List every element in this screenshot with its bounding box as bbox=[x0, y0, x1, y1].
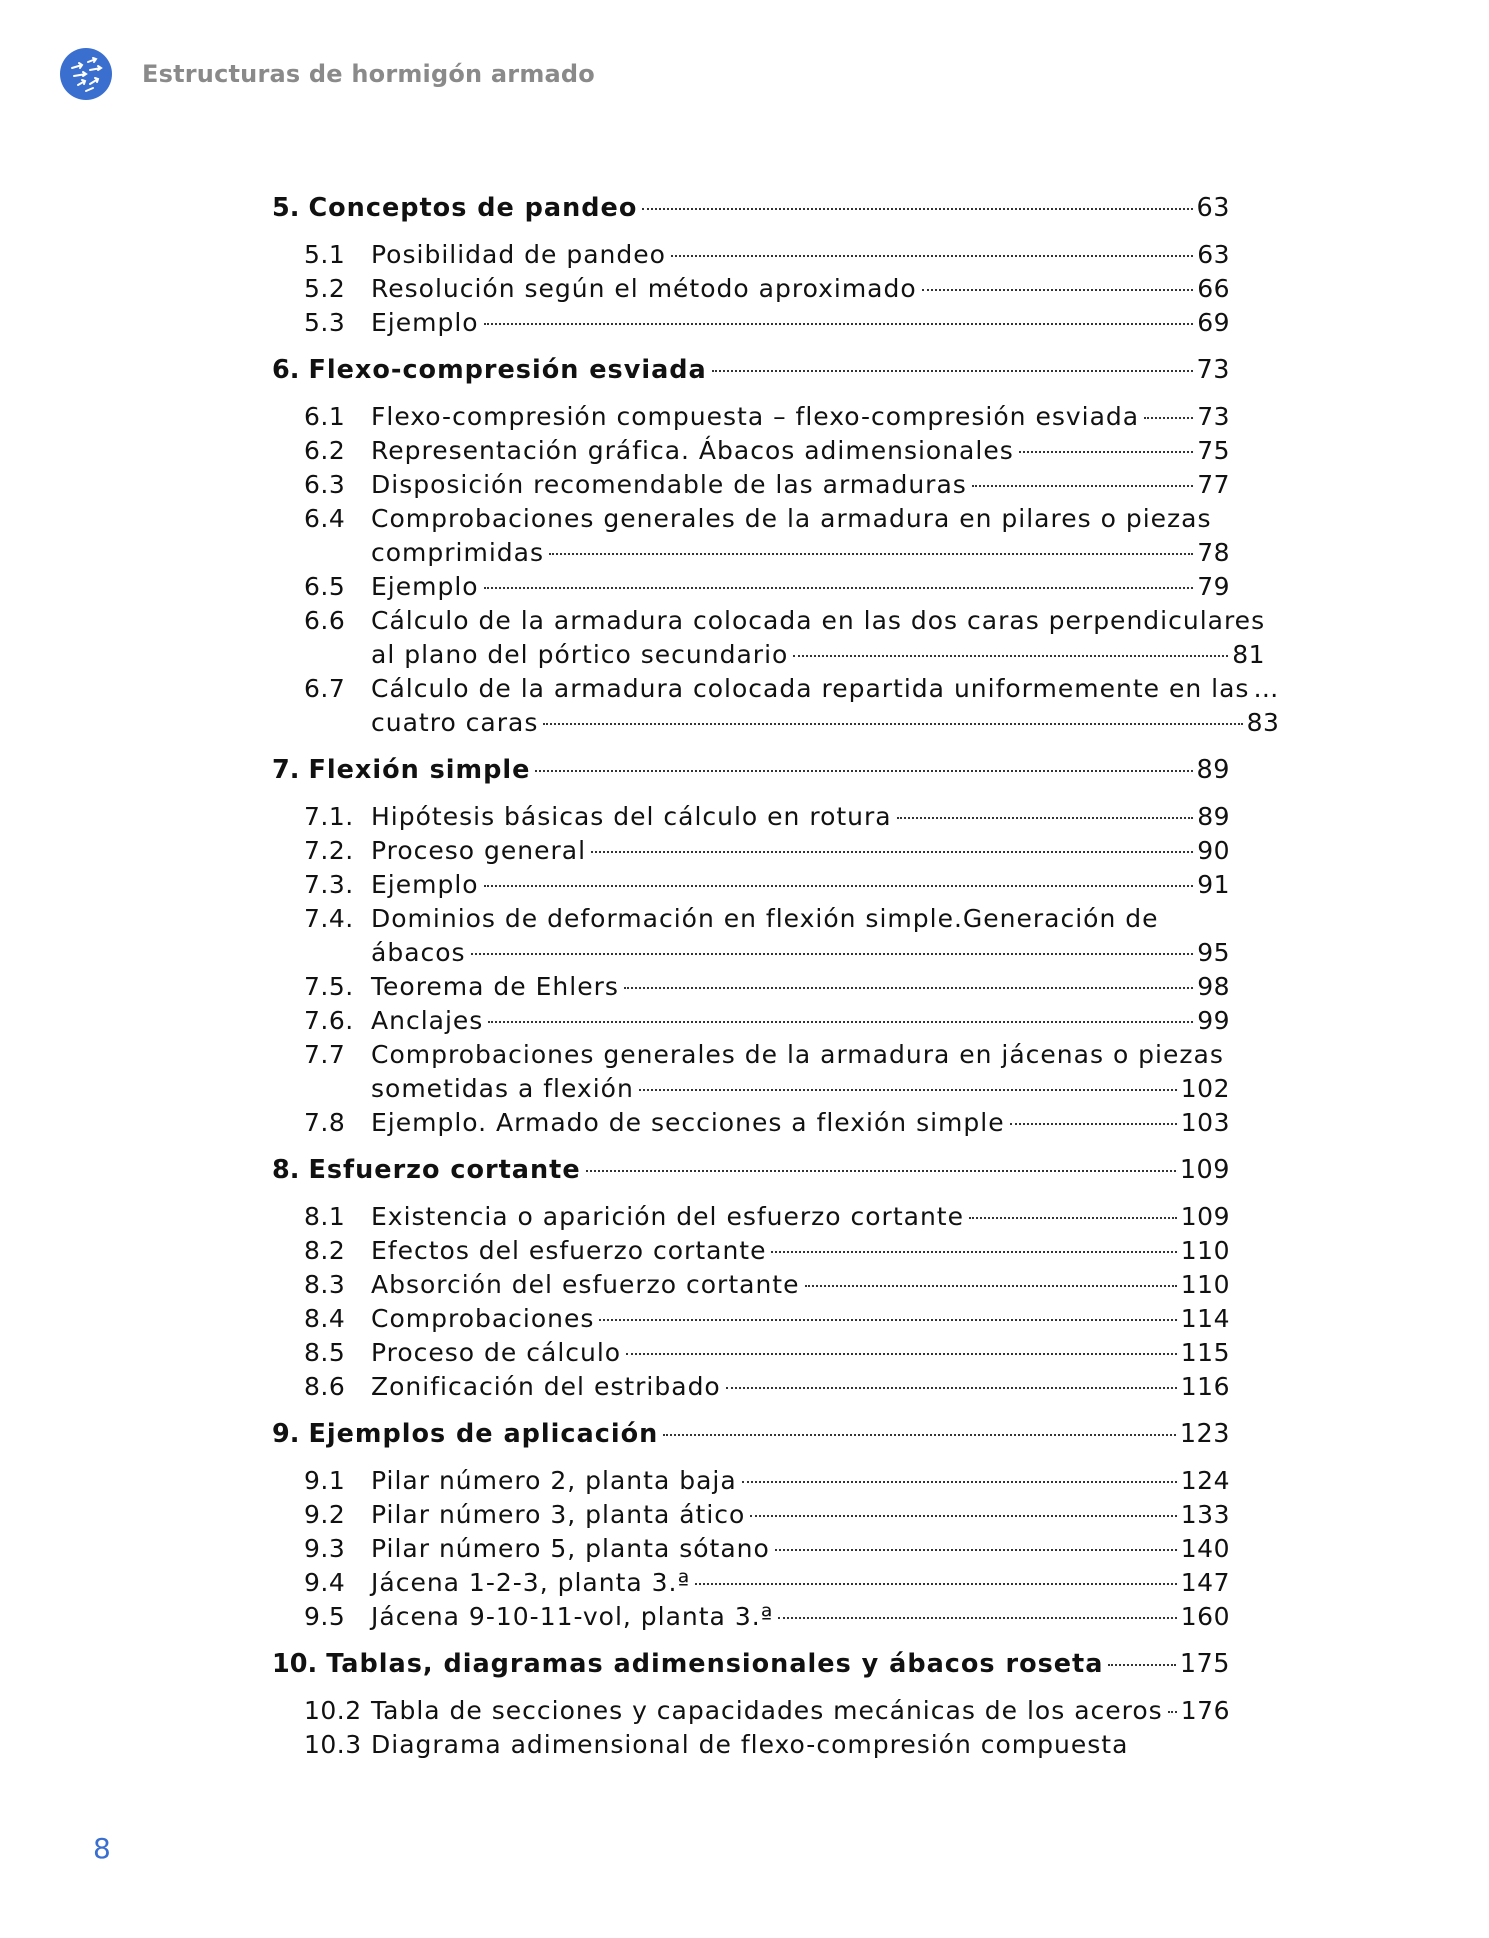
subsection-title-line bbox=[371, 240, 1230, 274]
logo-icon bbox=[60, 48, 112, 100]
toc-subsection-list bbox=[272, 240, 1230, 342]
subsection-title: Pilar número 5, planta sótano bbox=[371, 1534, 770, 1563]
subsection-title: sometidas a flexión bbox=[371, 1074, 634, 1103]
subsection-number: 9.2 bbox=[304, 1500, 346, 1529]
chapter-title: Tablas, diagramas adimensionales y ábacos roseta bbox=[326, 1649, 1104, 1679]
dot-leader bbox=[742, 1481, 1177, 1483]
toc-subsection-entry bbox=[272, 870, 1230, 904]
subsection-title-line bbox=[371, 1108, 1230, 1142]
subsection-title-line bbox=[371, 674, 1279, 708]
toc-subsection-entry bbox=[272, 402, 1230, 436]
subsection-page-number: 110 bbox=[1180, 1270, 1230, 1299]
subsection-number: 8.3 bbox=[304, 1270, 346, 1299]
subsection-title-line bbox=[371, 1304, 1230, 1338]
subsection-title: Ejemplo bbox=[371, 870, 479, 899]
subsection-title: Tabla de secciones y capacidades mecánicas de los aceros bbox=[371, 1696, 1163, 1725]
toc-chapter-section bbox=[272, 1419, 1230, 1636]
subsection-title: Anclajes bbox=[371, 1006, 484, 1035]
subsection-title-line bbox=[371, 470, 1230, 504]
subsection-title-line bbox=[371, 1730, 1230, 1764]
toc-subsection-entry bbox=[272, 1500, 1230, 1534]
toc-subsection-entry bbox=[272, 1236, 1230, 1270]
subsection-title: Flexo-compresión compuesta – flexo-compresión esviada bbox=[371, 402, 1140, 431]
subsection-title-line bbox=[371, 504, 1230, 538]
subsection-title: Pilar número 3, planta ático bbox=[371, 1500, 746, 1529]
subsection-page-number: 78 bbox=[1197, 538, 1230, 567]
toc-subsection-entry bbox=[272, 436, 1230, 470]
toc-chapter-section bbox=[272, 193, 1230, 342]
subsection-page-number: 110 bbox=[1180, 1236, 1230, 1265]
subsection-page-number: 115 bbox=[1180, 1338, 1230, 1367]
subsection-number: 5.1 bbox=[304, 240, 346, 269]
toc-subsection-entry bbox=[272, 1108, 1230, 1142]
page-number: 8 bbox=[93, 1832, 111, 1865]
subsection-title-line bbox=[371, 870, 1230, 904]
chapter-page-number: 123 bbox=[1179, 1419, 1230, 1449]
continuation-mark: … bbox=[1253, 674, 1280, 703]
chapter-title: Flexo-compresión esviada bbox=[308, 355, 707, 385]
dot-leader bbox=[1019, 451, 1193, 453]
subsection-number: 9.5 bbox=[304, 1602, 346, 1631]
subsection-page-number: 81 bbox=[1232, 640, 1266, 669]
subsection-title-wrap bbox=[371, 972, 1230, 1006]
chapter-number: 9. bbox=[272, 1419, 300, 1449]
toc-subsection-entry bbox=[272, 1338, 1230, 1372]
toc-subsection-list bbox=[272, 1696, 1230, 1764]
chapter-title: Conceptos de pandeo bbox=[308, 193, 638, 223]
table-of-contents bbox=[272, 193, 1280, 1764]
subsection-title: Jácena 1-2-3, planta 3.ª bbox=[371, 1568, 691, 1597]
subsection-title-line bbox=[371, 436, 1230, 470]
subsection-title-wrap bbox=[371, 308, 1230, 342]
subsection-page-number: 79 bbox=[1197, 572, 1230, 601]
dot-leader bbox=[805, 1285, 1177, 1287]
subsection-title-wrap bbox=[371, 836, 1230, 870]
dot-leader bbox=[793, 655, 1228, 657]
subsection-number: 8.2 bbox=[304, 1236, 346, 1265]
dot-leader bbox=[663, 1434, 1176, 1436]
subsection-page-number: 73 bbox=[1197, 402, 1230, 431]
toc-subsection-entry bbox=[272, 1202, 1230, 1236]
subsection-title: Posibilidad de pandeo bbox=[371, 240, 666, 269]
subsection-page-number: 75 bbox=[1197, 436, 1230, 465]
dot-leader bbox=[586, 1170, 1176, 1172]
subsection-title-line bbox=[371, 572, 1230, 606]
dot-leader bbox=[471, 953, 1194, 955]
toc-subsection-entry bbox=[272, 904, 1230, 972]
subsection-page-number: 95 bbox=[1197, 938, 1230, 967]
subsection-title-wrap bbox=[371, 870, 1230, 904]
subsection-title: Ejemplo. Armado de secciones a flexión simple bbox=[371, 1108, 1005, 1137]
subsection-page-number: 77 bbox=[1197, 470, 1230, 499]
subsection-title-wrap bbox=[371, 1202, 1230, 1236]
dot-leader bbox=[1168, 1711, 1177, 1713]
toc-subsection-list bbox=[272, 1202, 1230, 1406]
toc-subsection-entry bbox=[272, 308, 1230, 342]
subsection-title: cuatro caras bbox=[371, 708, 539, 737]
chapter-title: Ejemplos de aplicación bbox=[308, 1419, 659, 1449]
subsection-page-number: 102 bbox=[1180, 1074, 1230, 1103]
subsection-title: Comprobaciones generales de la armadura en pilares o piezas bbox=[371, 504, 1212, 533]
subsection-title-line bbox=[371, 836, 1230, 870]
toc-subsection-entry bbox=[272, 836, 1230, 870]
chapter-page-number: 73 bbox=[1196, 355, 1230, 385]
toc-subsection-entry bbox=[272, 1466, 1230, 1500]
subsection-page-number: 109 bbox=[1180, 1202, 1230, 1231]
subsection-page-number: 103 bbox=[1180, 1108, 1230, 1137]
toc-chapter-section bbox=[272, 355, 1280, 742]
subsection-number: 9.4 bbox=[304, 1568, 346, 1597]
subsection-title: al plano del pórtico secundario bbox=[371, 640, 789, 669]
subsection-title: Resolución según el método aproximado bbox=[371, 274, 917, 303]
dot-leader bbox=[599, 1319, 1176, 1321]
subsection-title: Cálculo de la armadura colocada en las dos caras perpendiculares bbox=[371, 606, 1266, 635]
dot-leader bbox=[484, 587, 1194, 589]
dot-leader bbox=[897, 817, 1194, 819]
dot-leader bbox=[484, 885, 1194, 887]
subsection-title-line bbox=[371, 1040, 1230, 1074]
subsection-title: Zonificación del estribado bbox=[371, 1372, 721, 1401]
subsection-number: 7.5. bbox=[304, 972, 354, 1001]
subsection-number: 6.6 bbox=[304, 606, 346, 635]
subsection-number: 8.4 bbox=[304, 1304, 346, 1333]
toc-subsection-list bbox=[272, 402, 1280, 742]
subsection-title-wrap bbox=[371, 674, 1279, 742]
subsection-title-line bbox=[371, 1270, 1230, 1304]
subsection-page-number: 69 bbox=[1197, 308, 1230, 337]
subsection-title: Proceso general bbox=[371, 836, 587, 865]
toc-subsection-entry bbox=[272, 240, 1230, 274]
subsection-title-wrap bbox=[371, 1372, 1230, 1406]
dot-leader bbox=[969, 1217, 1177, 1219]
subsection-number: 7.7 bbox=[304, 1040, 346, 1069]
subsection-number: 10.3 bbox=[304, 1730, 362, 1759]
subsection-title: Comprobaciones bbox=[371, 1304, 595, 1333]
subsection-title-line bbox=[371, 1006, 1230, 1040]
subsection-page-number: 98 bbox=[1197, 972, 1230, 1001]
toc-subsection-entry bbox=[272, 606, 1266, 674]
subsection-title-wrap bbox=[371, 1602, 1230, 1636]
subsection-number: 7.1. bbox=[304, 802, 354, 831]
subsection-title-wrap bbox=[371, 1466, 1230, 1500]
chapter-page-number: 63 bbox=[1196, 193, 1230, 223]
dot-leader bbox=[535, 770, 1192, 772]
subsection-title-wrap bbox=[371, 1006, 1230, 1040]
subsection-number: 6.1 bbox=[304, 402, 346, 431]
subsection-page-number: 89 bbox=[1197, 802, 1230, 831]
subsection-number: 6.3 bbox=[304, 470, 346, 499]
dot-leader bbox=[549, 553, 1193, 555]
subsection-number: 7.4. bbox=[304, 904, 354, 933]
subsection-title: Jácena 9-10-11-vol, planta 3.ª bbox=[371, 1602, 774, 1631]
toc-subsection-entry bbox=[272, 274, 1230, 308]
toc-chapter-entry bbox=[272, 355, 1230, 389]
subsection-page-number: 133 bbox=[1180, 1500, 1230, 1529]
dot-leader bbox=[591, 851, 1193, 853]
subsection-title-wrap bbox=[371, 1040, 1230, 1108]
toc-subsection-entry bbox=[272, 1730, 1230, 1764]
subsection-number: 8.5 bbox=[304, 1338, 346, 1367]
dot-leader bbox=[626, 1353, 1177, 1355]
chapter-title: Esfuerzo cortante bbox=[308, 1155, 581, 1185]
toc-subsection-entry bbox=[272, 1602, 1230, 1636]
subsection-title: Existencia o aparición del esfuerzo cortante bbox=[371, 1202, 964, 1231]
subsection-title-line bbox=[371, 1466, 1230, 1500]
subsection-number: 7.2. bbox=[304, 836, 354, 865]
subsection-title-line bbox=[371, 904, 1230, 938]
subsection-page-number: 83 bbox=[1246, 708, 1280, 737]
subsection-title-wrap bbox=[371, 904, 1230, 972]
subsection-title-line bbox=[371, 640, 1265, 674]
subsection-title: comprimidas bbox=[371, 538, 544, 567]
dot-leader bbox=[671, 255, 1193, 257]
subsection-title-wrap bbox=[371, 504, 1230, 572]
subsection-title-wrap bbox=[371, 1568, 1230, 1602]
dot-leader bbox=[624, 987, 1193, 989]
dot-leader bbox=[750, 1515, 1176, 1517]
subsection-title-wrap bbox=[371, 606, 1265, 674]
subsection-title-line bbox=[371, 1202, 1230, 1236]
subsection-title: Cálculo de la armadura colocada repartida uniformemente en las bbox=[371, 674, 1250, 703]
subsection-number: 10.2 bbox=[304, 1696, 362, 1725]
header-title: Estructuras de hormigón armado bbox=[142, 60, 595, 88]
dot-leader bbox=[726, 1387, 1177, 1389]
subsection-page-number: 116 bbox=[1180, 1372, 1230, 1401]
subsection-title: Proceso de cálculo bbox=[371, 1338, 622, 1367]
subsection-number: 9.3 bbox=[304, 1534, 346, 1563]
subsection-title-wrap bbox=[371, 402, 1230, 436]
dot-leader bbox=[922, 289, 1194, 291]
toc-subsection-entry bbox=[272, 470, 1230, 504]
subsection-title-wrap bbox=[371, 274, 1230, 308]
subsection-title: Disposición recomendable de las armaduras bbox=[371, 470, 967, 499]
subsection-page-number: 140 bbox=[1180, 1534, 1230, 1563]
subsection-number: 6.4 bbox=[304, 504, 346, 533]
subsection-number: 8.6 bbox=[304, 1372, 346, 1401]
subsection-title-line bbox=[371, 1074, 1230, 1108]
toc-subsection-entry bbox=[272, 1372, 1230, 1406]
page-header bbox=[60, 48, 595, 100]
chapter-number: 8. bbox=[272, 1155, 300, 1185]
subsection-title-wrap bbox=[371, 470, 1230, 504]
subsection-page-number: 63 bbox=[1197, 240, 1230, 269]
dot-leader bbox=[1010, 1123, 1177, 1125]
dot-leader bbox=[639, 1089, 1177, 1091]
subsection-title-wrap bbox=[371, 1534, 1230, 1568]
subsection-number: 8.1 bbox=[304, 1202, 346, 1231]
subsection-title: Teorema de Ehlers bbox=[371, 972, 619, 1001]
subsection-title: Absorción del esfuerzo cortante bbox=[371, 1270, 800, 1299]
chapter-page-number: 175 bbox=[1179, 1649, 1230, 1679]
subsection-title-line bbox=[371, 1602, 1230, 1636]
subsection-title: Efectos del esfuerzo cortante bbox=[371, 1236, 767, 1265]
toc-subsection-entry bbox=[272, 1568, 1230, 1602]
subsection-title: Dominios de deformación en flexión simple.Generación de bbox=[371, 904, 1159, 933]
subsection-title-line bbox=[371, 708, 1279, 742]
subsection-title-wrap bbox=[371, 1304, 1230, 1338]
toc-chapter-section bbox=[272, 1155, 1230, 1406]
toc-subsection-entry bbox=[272, 572, 1230, 606]
toc-subsection-entry bbox=[272, 802, 1230, 836]
subsection-number: 5.2 bbox=[304, 274, 346, 303]
subsection-number: 9.1 bbox=[304, 1466, 346, 1495]
subsection-title-line bbox=[371, 802, 1230, 836]
subsection-page-number: 124 bbox=[1180, 1466, 1230, 1495]
toc-chapter-entry bbox=[272, 755, 1230, 789]
dot-leader bbox=[695, 1583, 1177, 1585]
chapter-number: 5. bbox=[272, 193, 300, 223]
chapter-page-number: 89 bbox=[1196, 755, 1230, 785]
subsection-title-wrap bbox=[371, 802, 1230, 836]
subsection-title: Pilar número 2, planta baja bbox=[371, 1466, 737, 1495]
subsection-title-wrap bbox=[371, 436, 1230, 470]
subsection-page-number: 176 bbox=[1180, 1696, 1230, 1725]
subsection-title-line bbox=[371, 402, 1230, 436]
dot-leader bbox=[1108, 1664, 1175, 1666]
subsection-page-number: 160 bbox=[1180, 1602, 1230, 1631]
dot-leader bbox=[1144, 417, 1193, 419]
subsection-title-line bbox=[371, 1568, 1230, 1602]
subsection-number: 6.7 bbox=[304, 674, 346, 703]
subsection-title-line bbox=[371, 1534, 1230, 1568]
toc-subsection-list bbox=[272, 802, 1230, 1142]
toc-subsection-list bbox=[272, 1466, 1230, 1636]
subsection-title-wrap bbox=[371, 1696, 1230, 1730]
subsection-page-number: 66 bbox=[1197, 274, 1230, 303]
subsection-number: 6.2 bbox=[304, 436, 346, 465]
toc-subsection-entry bbox=[272, 504, 1230, 572]
subsection-number: 5.3 bbox=[304, 308, 346, 337]
subsection-title-line bbox=[371, 606, 1265, 640]
toc-subsection-entry bbox=[272, 1534, 1230, 1568]
subsection-title-wrap bbox=[371, 1108, 1230, 1142]
subsection-number: 7.8 bbox=[304, 1108, 346, 1137]
toc-subsection-entry bbox=[272, 972, 1230, 1006]
subsection-title: Representación gráfica. Ábacos adimensionales bbox=[371, 436, 1014, 465]
subsection-title-wrap bbox=[371, 572, 1230, 606]
subsection-page-number: 114 bbox=[1180, 1304, 1230, 1333]
toc-subsection-entry bbox=[272, 674, 1280, 742]
dot-leader bbox=[484, 323, 1194, 325]
dot-leader bbox=[642, 208, 1192, 210]
subsection-title-wrap bbox=[371, 1270, 1230, 1304]
subsection-title-wrap bbox=[371, 1338, 1230, 1372]
chapter-title: Flexión simple bbox=[308, 755, 531, 785]
subsection-title: Ejemplo bbox=[371, 308, 479, 337]
subsection-title-line bbox=[371, 938, 1230, 972]
subsection-number: 6.5 bbox=[304, 572, 346, 601]
dot-leader bbox=[778, 1617, 1176, 1619]
subsection-number: 7.6. bbox=[304, 1006, 354, 1035]
toc-subsection-entry bbox=[272, 1006, 1230, 1040]
toc-chapter-entry bbox=[272, 193, 1230, 227]
chapter-number: 6. bbox=[272, 355, 300, 385]
subsection-title-line bbox=[371, 1372, 1230, 1406]
toc-subsection-entry bbox=[272, 1696, 1230, 1730]
chapter-number: 10. bbox=[272, 1649, 318, 1679]
dot-leader bbox=[488, 1021, 1193, 1023]
subsection-page-number: 90 bbox=[1197, 836, 1230, 865]
toc-chapter-section bbox=[272, 1649, 1230, 1764]
chapter-page-number: 109 bbox=[1179, 1155, 1230, 1185]
subsection-title: ábacos bbox=[371, 938, 466, 967]
dot-leader bbox=[712, 370, 1193, 372]
toc-subsection-entry bbox=[272, 1040, 1230, 1108]
toc-subsection-entry bbox=[272, 1270, 1230, 1304]
toc-chapter-entry bbox=[272, 1419, 1230, 1453]
subsection-title-wrap bbox=[371, 1236, 1230, 1270]
subsection-title: Comprobaciones generales de la armadura en jácenas o piezas bbox=[371, 1040, 1224, 1069]
subsection-title-wrap bbox=[371, 1500, 1230, 1534]
subsection-page-number: 99 bbox=[1197, 1006, 1230, 1035]
subsection-page-number: 147 bbox=[1180, 1568, 1230, 1597]
subsection-title-line bbox=[371, 972, 1230, 1006]
dot-leader bbox=[771, 1251, 1176, 1253]
dot-leader bbox=[972, 485, 1193, 487]
subsection-title: Hipótesis básicas del cálculo en rotura bbox=[371, 802, 892, 831]
subsection-title-wrap bbox=[371, 240, 1230, 274]
dot-leader bbox=[543, 723, 1242, 725]
toc-chapter-entry bbox=[272, 1155, 1230, 1189]
subsection-title-line bbox=[371, 308, 1230, 342]
toc-chapter-entry bbox=[272, 1649, 1230, 1683]
subsection-title-line bbox=[371, 274, 1230, 308]
subsection-title-wrap bbox=[371, 1730, 1230, 1764]
chapter-number: 7. bbox=[272, 755, 300, 785]
subsection-title: Ejemplo bbox=[371, 572, 479, 601]
subsection-title-line bbox=[371, 538, 1230, 572]
toc-chapter-section bbox=[272, 755, 1230, 1142]
subsection-title-line bbox=[371, 1338, 1230, 1372]
toc-subsection-entry bbox=[272, 1304, 1230, 1338]
subsection-title: Diagrama adimensional de flexo-compresión compuesta bbox=[371, 1730, 1129, 1759]
dot-leader bbox=[775, 1549, 1177, 1551]
subsection-number: 7.3. bbox=[304, 870, 354, 899]
subsection-page-number: 91 bbox=[1197, 870, 1230, 899]
subsection-title-line bbox=[371, 1236, 1230, 1270]
subsection-title-line bbox=[371, 1696, 1230, 1730]
subsection-title-line bbox=[371, 1500, 1230, 1534]
